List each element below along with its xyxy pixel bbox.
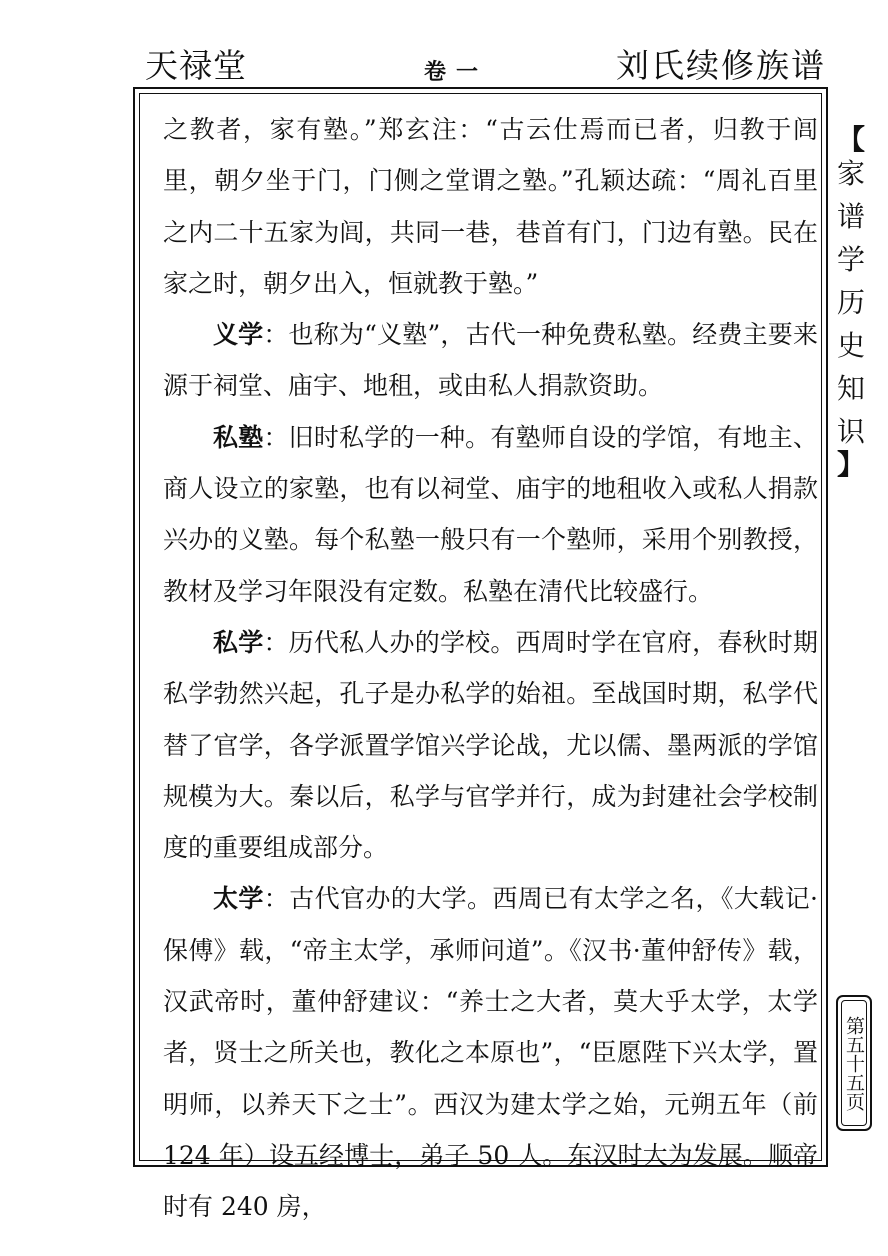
side-tab-char: 史: [836, 329, 865, 362]
side-tab-char: 识: [836, 415, 865, 448]
side-tab-char: 家: [836, 157, 865, 190]
side-tab-char: 学: [836, 243, 865, 276]
header-book-title: 刘氏续修族谱: [616, 46, 826, 85]
side-tab-char: 历: [836, 286, 865, 319]
side-tab-char: 知: [836, 372, 865, 405]
definition-sixue: ：历代私人办的学校。西周时学在官府，春秋时期私学勃然兴起，孔子是办私学的始祖。至战国时期，私学代替了官学，各学派置学馆兴学论战，尤以儒、墨两派的学馆规模为大。秦以后，私学与官学并行，成为封建社会学校制度的重要组成部分。: [163, 627, 818, 863]
header-hall-name: 天禄堂: [145, 46, 247, 85]
side-tab-char: 谱: [836, 200, 865, 233]
paragraph-1: 之教者，家有塾。”郑玄注：“古云仕焉而已者，归教于闾里，朝夕坐于门，门侧之堂谓之塾。”孔颖达疏：“周礼百里之内二十五家为闾，共同一巷，巷首有门，门边有塾。民在家之时，朝夕出入，恒就教于塾。”: [163, 115, 818, 298]
term-sishu: 私塾: [213, 422, 264, 452]
term-taixue: 太学: [213, 884, 264, 914]
header-volume: 卷一: [424, 59, 489, 85]
paragraph-sishu: [163, 412, 818, 617]
definition-taixue: ：古代官办的大学。西周已有太学之名，《大载记·保傅》载，“帝主太学，承师问道”。《汉书·董仲舒传》载，汉武帝时，董仲舒建议：“养士之大者，莫大乎太学，太学者，贤士之所关也，教化之本原也”，“臣愿陛下兴太学，置明师，以养天下之士”。西汉为建太学之始，元朔五年（前 124 年）设五经博士，弟子 50 人。东汉时大为发展。顺帝时有 240 房，: [163, 884, 818, 1222]
page-number-box: [836, 995, 872, 1131]
side-tab-close-bracket: 】: [836, 448, 865, 481]
paragraph-yixue: [163, 309, 818, 412]
page-number: 第五十五页: [841, 1000, 867, 1126]
term-sixue: 私学: [213, 627, 264, 657]
side-tab-open-bracket: 【: [836, 123, 865, 156]
definition-yixue: ：也称为“义塾”，古代一种免费私塾。经费主要来源于祠堂、庙宇、地租，或由私人捐款资助。: [163, 320, 818, 401]
main-text: [163, 104, 818, 1233]
paragraph-taixue: [163, 873, 818, 1232]
paragraph-sixue: [163, 617, 818, 873]
section-side-tab: [833, 123, 869, 481]
definition-sishu: ：旧时私学的一种。有塾师自设的学馆，有地主、商人设立的家塾，也有以祠堂、庙宇的地租收入或私人捐款兴办的义塾。每个私塾一般只有一个塾师，采用个别教授，教材及学习年限没有定数。私塾在清代比较盛行。: [163, 422, 818, 606]
term-yixue: 义学: [213, 320, 264, 350]
